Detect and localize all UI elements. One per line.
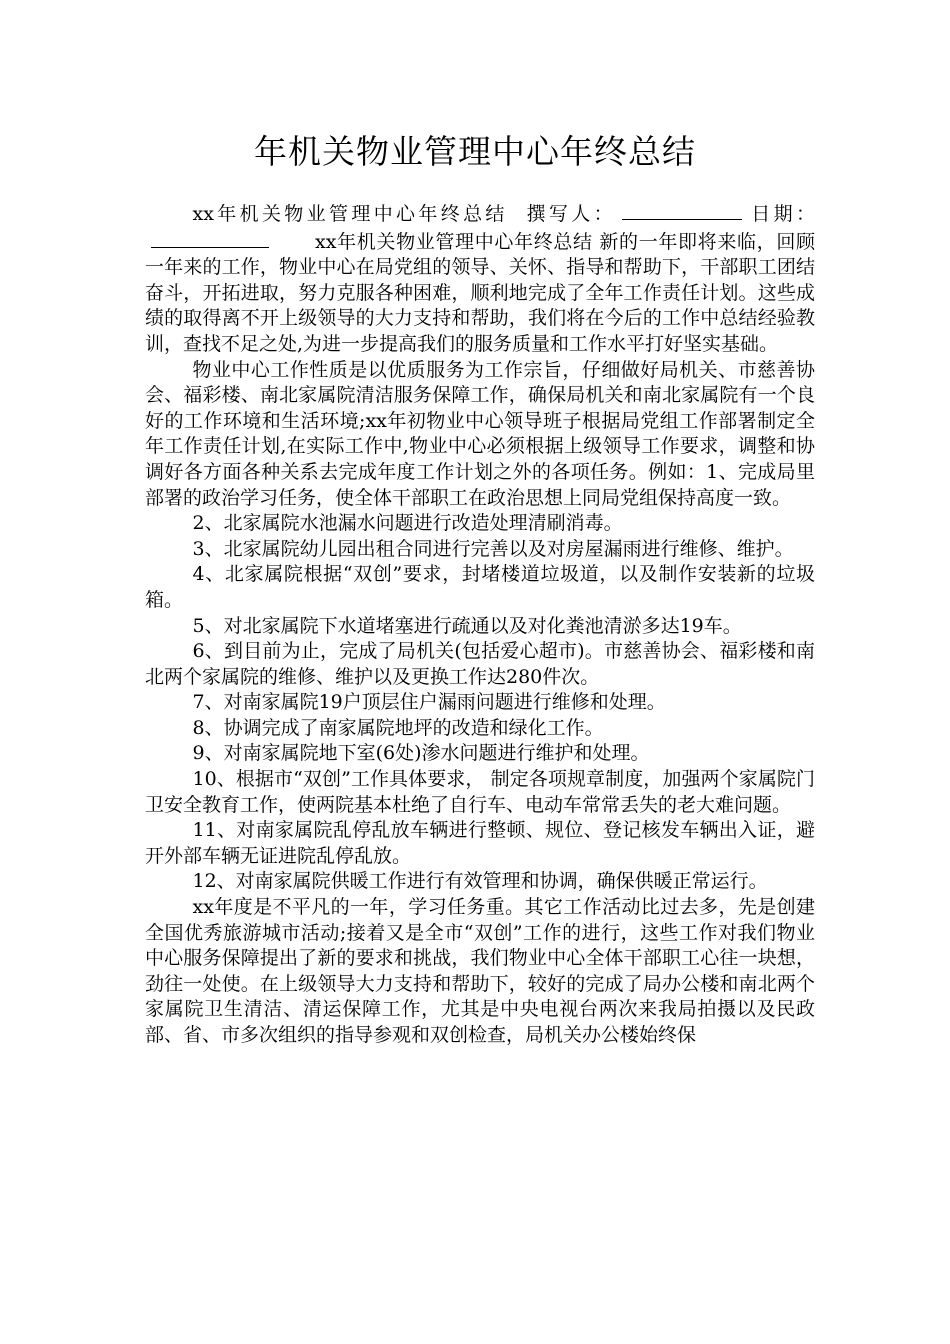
body-paragraph-11: 11、对南家属院乱停乱放车辆进行整顿、规位、登记核发车辆出入证，避开外部车辆无证进院乱停乱放。 [145,819,815,867]
doc-name-repeat: xx年机关物业管理中心年终总结 [315,230,593,253]
document-title: 年机关物业管理中心年终总结 [254,132,696,171]
intro-paragraph [145,200,815,358]
body-paragraph-2: 2、北家属院水池漏水问题进行改造处理清刷消毒。 [192,512,623,535]
body-paragraph-13: xx年度是不平凡的一年，学习任务重。其它工作活动比过去多，先是创建全国优秀旅游城市活动;接着又是全市“双创”工作的进行，这些工作对我们物业中心服务保障提出了新的要求和挑战，我们物业中心全体干部职工心往一块想，劲往一处使。在上级领导大力支持和帮助下，较好的完成了局办公楼和南北两个家属院卫生清洁、清运保障工作，尤其是中央电视台两次来我局拍摄以及民政部、省、市多次组织的指导参观和双创检查，局机关办公楼始终保 [145,896,815,1046]
date-blank [151,228,269,248]
body-paragraph-4: 4、北家属院根据“双创”要求，封堵楼道垃圾道，以及制作安装新的垃圾箱。 [145,563,815,611]
body-paragraph-12: 12、对南家属院供暖工作进行有效管理和协调，确保供暖正常运行。 [192,870,768,893]
body-paragraph-5: 5、对北家属院下水道堵塞进行疏通以及对化粪池清淤多达19车。 [192,614,742,637]
opening-text: 新的一年即将来临，回顾一年来的工作，物业中心在局党组的领导、关怀、指导和帮助下，干部职工团结奋斗，开拓进取，努力克服各种困难，顺利地完成了全年工作责任计划。这些成绩的取得离不开上级领导的大力支持和帮助，我们将在今后的工作中总结经验教训，查找不足之处,为进一步提高我们的服务质量和工作水平打好坚实基础。 [145,230,815,355]
date-label: 日期： [747,203,815,225]
body-paragraph-7: 7、对南家属院19户顶层住户漏雨问题进行维修和处理。 [192,691,666,714]
body-paragraph-9: 9、对南家属院地下室(6处)渗水问题进行维护和处理。 [192,742,650,765]
doc-name: xx年机关物业管理中心年终总结 [192,203,508,225]
body-paragraph-1: 物业中心工作性质是以优质服务为工作宗旨，仔细做好局机关、市慈善协会、福彩楼、南北家属院清洁服务保障工作，确保局机关和南北家属院有一个良好的工作环境和生活环境;xx年初物业中心领导班子根据局党组工作部署制定全年工作责任计划,在实际工作中,物业中心必须根据上级领导工作要求，调整和协调好各方面各种关系去完成年度工作计划之外的各项任务。例如：1、完成局里部署的政治学习任务，使全体干部职工在政治思想上同局党组保持高度一致。 [145,358,815,509]
author-blank [622,200,742,220]
body-paragraph-8: 8、协调完成了南家属院地坪的改造和绿化工作。 [192,716,604,739]
body-paragraph-10: 10、根据市“双创”工作具体要求， 制定各项规章制度，加强两个家属院门卫安全教育工作，使两院基本杜绝了自行车、电动车常常丢失的老大难问题。 [145,768,815,816]
body-paragraph-3: 3、北家属院幼儿园出租合同进行完善以及对房屋漏雨进行维修、维护。 [192,537,794,560]
author-label: 撰写人： [526,203,616,225]
body-paragraph-6: 6、到目前为止，完成了局机关(包括爱心超市)。市慈善协会、福彩楼和南北两个家属院的维修、维护以及更换工作达280件次。 [145,640,815,688]
document-body [145,200,815,1049]
